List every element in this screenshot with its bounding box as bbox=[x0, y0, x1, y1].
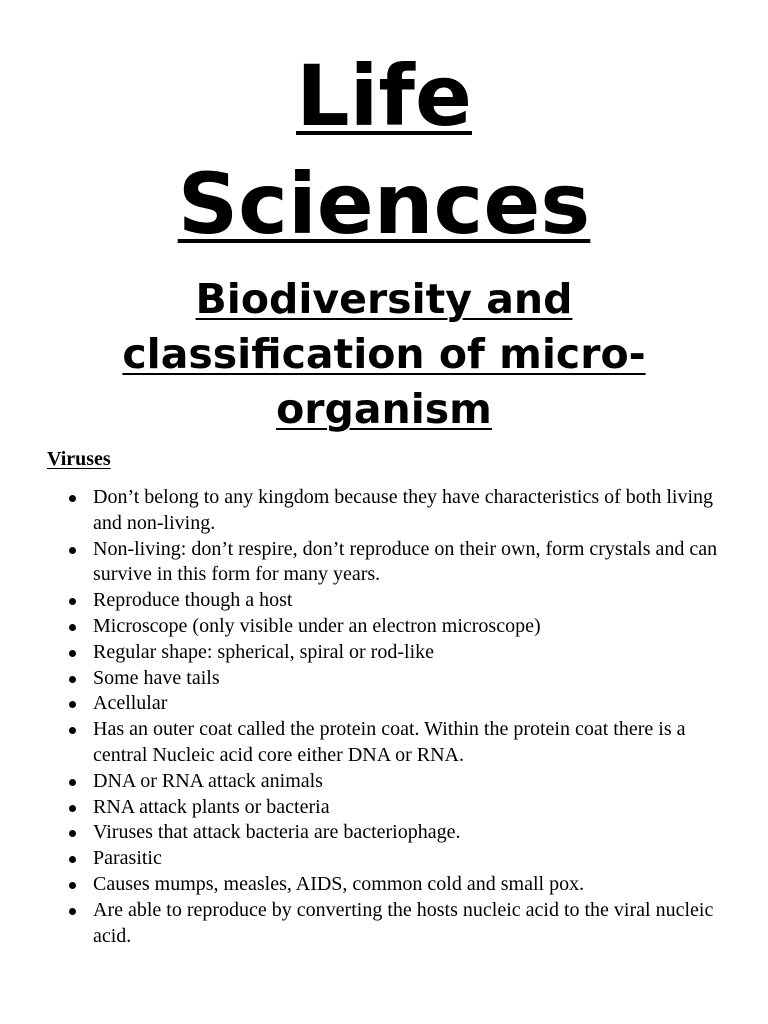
list-item-text: Are able to reproduce by converting the hosts nucleic acid to the viral nucleic acid. bbox=[93, 898, 714, 947]
list-item-text: Reproduce though a host bbox=[93, 589, 293, 612]
list-item-text: Parasitic bbox=[93, 847, 162, 870]
bullet-dot-icon bbox=[69, 779, 76, 786]
list-item bbox=[93, 898, 728, 950]
list-item bbox=[93, 691, 728, 717]
bullet-dot-icon bbox=[69, 856, 76, 863]
list-item-text: Microscope (only visible under an electron microscope) bbox=[93, 614, 541, 637]
title-text-sciences: Sciences bbox=[177, 155, 591, 253]
document-subtitle bbox=[40, 272, 728, 437]
bullet-dot-icon bbox=[69, 727, 76, 734]
list-item-text: Acellular bbox=[93, 692, 168, 715]
list-item bbox=[93, 769, 728, 795]
viruses-bullet-list bbox=[93, 485, 728, 949]
section-heading-viruses: Viruses bbox=[47, 448, 111, 470]
list-item-text: DNA or RNA attack animals bbox=[93, 769, 323, 792]
document-title-line-2 bbox=[0, 150, 768, 258]
document-title-line-1 bbox=[0, 42, 768, 150]
subtitle-text: Biodiversity and classification of micro-organism bbox=[122, 275, 646, 433]
list-item bbox=[93, 872, 728, 898]
list-item bbox=[93, 614, 728, 640]
bullet-dot-icon bbox=[69, 882, 76, 889]
title-text-life: Life bbox=[296, 47, 472, 145]
list-item-text: Viruses that attack bacteria are bacteriophage. bbox=[93, 821, 461, 844]
list-item bbox=[93, 485, 728, 537]
bullet-dot-icon bbox=[69, 547, 76, 554]
list-item-text: Don’t belong to any kingdom because they have characteristics of both living and non-living. bbox=[93, 486, 714, 534]
list-item-text: Some have tails bbox=[93, 666, 220, 689]
list-item bbox=[93, 820, 728, 846]
list-item-text: Causes mumps, measles, AIDS, common cold and small pox. bbox=[93, 872, 585, 895]
bullet-dot-icon bbox=[69, 598, 76, 605]
bullet-dot-icon bbox=[69, 495, 76, 502]
list-item bbox=[93, 795, 728, 821]
list-item-text: RNA attack plants or bacteria bbox=[93, 795, 330, 818]
bullet-dot-icon bbox=[69, 908, 76, 915]
bullet-dot-icon bbox=[69, 701, 76, 708]
bullet-dot-icon bbox=[69, 624, 76, 631]
list-item bbox=[93, 640, 728, 666]
list-item bbox=[93, 537, 728, 589]
bullet-dot-icon bbox=[69, 830, 76, 837]
list-item bbox=[93, 588, 728, 614]
bullet-dot-icon bbox=[69, 676, 76, 683]
list-item-text: Regular shape: spherical, spiral or rod-like bbox=[93, 640, 434, 663]
bullet-dot-icon bbox=[69, 650, 76, 657]
list-item bbox=[93, 846, 728, 872]
bullet-dot-icon bbox=[69, 805, 76, 812]
list-item-text: Non-living: don’t respire, don’t reproduce on their own, form crystals and can survive in this form for many years. bbox=[93, 537, 718, 586]
list-item-text: Has an outer coat called the protein coat. Within the protein coat there is a central Nucleic acid core either DNA or RNA. bbox=[93, 718, 686, 766]
list-item bbox=[93, 666, 728, 692]
list-item bbox=[93, 717, 728, 769]
